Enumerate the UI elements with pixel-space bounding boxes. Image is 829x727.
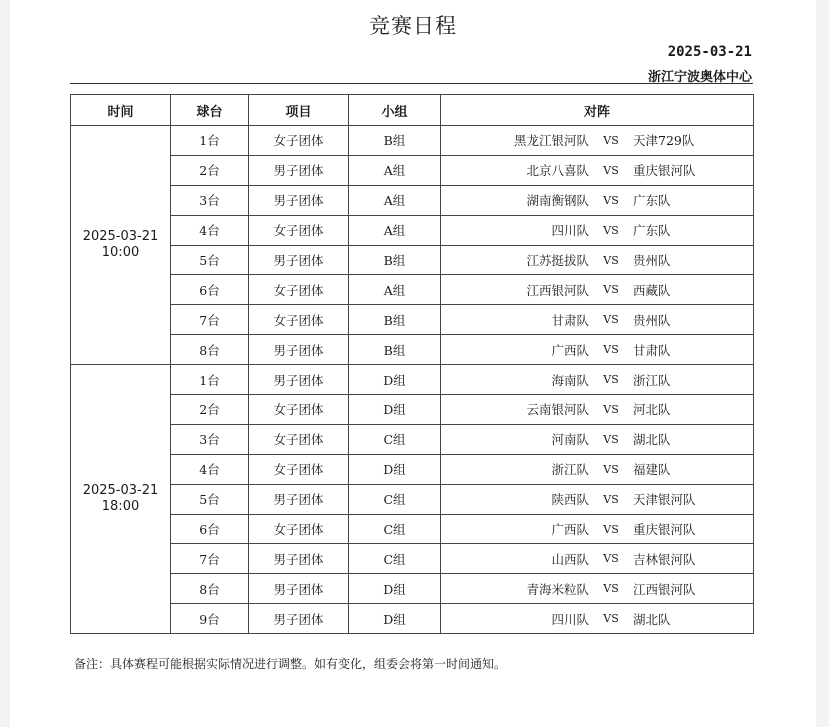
matchup bbox=[441, 455, 753, 484]
event-cell: 女子团体 bbox=[249, 275, 349, 305]
event-cell: 女子团体 bbox=[249, 395, 349, 425]
table-row bbox=[71, 424, 754, 454]
page-title: 竞赛日程 bbox=[369, 14, 457, 38]
away-team: 西藏队 bbox=[633, 282, 671, 298]
table-number-cell: 3台 bbox=[171, 424, 249, 454]
table-row bbox=[71, 454, 754, 484]
table-number-cell: 4台 bbox=[171, 454, 249, 484]
footnote: 备注：具体赛程可能根据实际情况进行调整。如有变化，组委会将第一时间通知。 bbox=[74, 657, 507, 671]
event-cell: 男子团体 bbox=[249, 544, 349, 574]
table-row bbox=[71, 126, 754, 156]
table-row bbox=[71, 155, 754, 185]
matchup bbox=[441, 275, 753, 304]
home-team: 河南队 bbox=[551, 432, 589, 448]
matchup bbox=[441, 216, 753, 245]
venue-name: 浙江宁波奥体中心 bbox=[647, 70, 752, 85]
matchup-cell bbox=[441, 484, 754, 514]
group-cell: A组 bbox=[349, 155, 441, 185]
matchup-cell bbox=[441, 514, 754, 544]
session-time-cell bbox=[71, 365, 171, 634]
event-cell: 男子团体 bbox=[249, 604, 349, 634]
matchup bbox=[441, 156, 753, 185]
event-cell: 女子团体 bbox=[249, 454, 349, 484]
versus-label: VS bbox=[603, 253, 619, 267]
event-cell: 男子团体 bbox=[249, 245, 349, 275]
table-row bbox=[71, 185, 754, 215]
matchup bbox=[441, 574, 753, 603]
away-team: 湖北队 bbox=[633, 432, 671, 448]
away-team: 广东队 bbox=[633, 193, 671, 209]
event-cell: 男子团体 bbox=[249, 484, 349, 514]
matchup-cell bbox=[441, 245, 754, 275]
group-cell: C组 bbox=[349, 424, 441, 454]
away-team: 贵州队 bbox=[633, 253, 671, 268]
schedule-body bbox=[71, 126, 754, 634]
matchup-cell bbox=[441, 454, 754, 484]
home-team: 陕西队 bbox=[551, 492, 589, 508]
home-team: 江西银河队 bbox=[526, 282, 589, 298]
home-team: 山西队 bbox=[551, 551, 589, 567]
table-row bbox=[71, 365, 754, 395]
table-row bbox=[71, 544, 754, 574]
table-number-cell: 6台 bbox=[171, 275, 249, 305]
schedule-date: 2025-03-21 bbox=[667, 44, 752, 60]
event-cell: 男子团体 bbox=[249, 185, 349, 215]
group-cell: D组 bbox=[349, 365, 441, 395]
matchup bbox=[441, 604, 753, 633]
header-table: 球台 bbox=[171, 95, 249, 126]
matchup-cell bbox=[441, 126, 754, 156]
session-time-cell bbox=[71, 126, 171, 365]
home-team: 江苏挺拔队 bbox=[526, 253, 589, 268]
table-row bbox=[71, 574, 754, 604]
versus-label: VS bbox=[603, 133, 619, 147]
away-team: 福建队 bbox=[633, 462, 671, 478]
session-time: 10:00 bbox=[101, 245, 140, 261]
versus-label: VS bbox=[603, 373, 619, 387]
matchup bbox=[441, 186, 753, 215]
group-cell: A组 bbox=[349, 215, 441, 245]
event-cell: 男子团体 bbox=[249, 155, 349, 185]
event-cell: 女子团体 bbox=[249, 126, 349, 156]
event-cell: 男子团体 bbox=[249, 335, 349, 365]
away-team: 天津729队 bbox=[633, 133, 695, 149]
table-row bbox=[71, 604, 754, 634]
table-number-cell: 5台 bbox=[171, 484, 249, 514]
away-team: 天津银河队 bbox=[633, 492, 696, 508]
group-cell: D组 bbox=[349, 604, 441, 634]
home-team: 黑龙江银河队 bbox=[513, 133, 589, 149]
table-row bbox=[71, 275, 754, 305]
event-cell: 女子团体 bbox=[249, 514, 349, 544]
home-team: 四川队 bbox=[551, 611, 589, 627]
matchup-cell bbox=[441, 185, 754, 215]
table-number-cell: 1台 bbox=[171, 365, 249, 395]
table-header-row bbox=[71, 95, 754, 126]
versus-label: VS bbox=[603, 402, 619, 416]
versus-label: VS bbox=[603, 582, 619, 596]
matchup bbox=[441, 305, 753, 334]
table-number-cell: 6台 bbox=[171, 514, 249, 544]
group-cell: B组 bbox=[349, 335, 441, 365]
home-team: 广西队 bbox=[551, 342, 589, 358]
table-number-cell: 8台 bbox=[171, 335, 249, 365]
matchup-cell bbox=[441, 275, 754, 305]
away-team: 重庆银河队 bbox=[633, 163, 696, 179]
away-team: 重庆银河队 bbox=[633, 522, 696, 538]
group-cell: B组 bbox=[349, 126, 441, 156]
away-team: 浙江队 bbox=[633, 372, 671, 388]
group-cell: B组 bbox=[349, 245, 441, 275]
table-row bbox=[71, 484, 754, 514]
table-row bbox=[71, 395, 754, 425]
matchup bbox=[441, 544, 753, 573]
matchup bbox=[441, 246, 753, 275]
matchup-cell bbox=[441, 544, 754, 574]
schedule-sheet bbox=[10, 0, 816, 727]
table-number-cell: 5台 bbox=[171, 245, 249, 275]
group-cell: C组 bbox=[349, 484, 441, 514]
versus-label: VS bbox=[603, 492, 619, 506]
versus-label: VS bbox=[603, 432, 619, 446]
table-row bbox=[71, 305, 754, 335]
header-time: 时间 bbox=[71, 95, 171, 126]
matchup bbox=[441, 395, 753, 424]
table-row bbox=[71, 335, 754, 365]
group-cell: C组 bbox=[349, 544, 441, 574]
table-number-cell: 2台 bbox=[171, 395, 249, 425]
header-matchup: 对阵 bbox=[441, 95, 754, 126]
away-team: 吉林银河队 bbox=[633, 551, 696, 567]
group-cell: A组 bbox=[349, 275, 441, 305]
away-team: 湖北队 bbox=[633, 611, 671, 627]
group-cell: D组 bbox=[349, 574, 441, 604]
group-cell: D组 bbox=[349, 454, 441, 484]
versus-label: VS bbox=[603, 612, 619, 626]
home-team: 海南队 bbox=[551, 372, 589, 388]
matchup bbox=[441, 485, 753, 514]
matchup-cell bbox=[441, 424, 754, 454]
table-number-cell: 2台 bbox=[171, 155, 249, 185]
header-divider bbox=[70, 83, 753, 84]
header-event: 项目 bbox=[249, 95, 349, 126]
matchup-cell bbox=[441, 305, 754, 335]
home-team: 湖南衡钢队 bbox=[526, 193, 589, 209]
session-date: 2025-03-21 bbox=[82, 483, 159, 499]
event-cell: 男子团体 bbox=[249, 365, 349, 395]
table-number-cell: 8台 bbox=[171, 574, 249, 604]
matchup-cell bbox=[441, 395, 754, 425]
matchup bbox=[441, 365, 753, 394]
session-time: 18:00 bbox=[101, 499, 140, 515]
home-team: 北京八喜队 bbox=[526, 163, 589, 179]
matchup-cell bbox=[441, 215, 754, 245]
matchup bbox=[441, 515, 753, 544]
group-cell: A组 bbox=[349, 185, 441, 215]
matchup bbox=[441, 335, 753, 364]
versus-label: VS bbox=[603, 193, 619, 207]
table-number-cell: 7台 bbox=[171, 305, 249, 335]
away-team: 甘肃队 bbox=[633, 342, 671, 358]
versus-label: VS bbox=[603, 313, 619, 327]
session-date: 2025-03-21 bbox=[82, 229, 159, 245]
away-team: 江西银河队 bbox=[633, 581, 696, 597]
away-team: 贵州队 bbox=[633, 312, 671, 328]
event-cell: 女子团体 bbox=[249, 424, 349, 454]
table-number-cell: 1台 bbox=[171, 126, 249, 156]
matchup-cell bbox=[441, 155, 754, 185]
versus-label: VS bbox=[603, 223, 619, 237]
versus-label: VS bbox=[603, 522, 619, 536]
home-team: 广西队 bbox=[551, 522, 589, 538]
away-team: 广东队 bbox=[633, 223, 671, 239]
versus-label: VS bbox=[603, 283, 619, 297]
event-cell: 女子团体 bbox=[249, 215, 349, 245]
event-cell: 女子团体 bbox=[249, 305, 349, 335]
home-team: 浙江队 bbox=[551, 462, 589, 478]
versus-label: VS bbox=[603, 552, 619, 566]
group-cell: D组 bbox=[349, 395, 441, 425]
matchup-cell bbox=[441, 365, 754, 395]
table-row bbox=[71, 215, 754, 245]
matchup-cell bbox=[441, 604, 754, 634]
matchup bbox=[441, 425, 753, 454]
table-number-cell: 4台 bbox=[171, 215, 249, 245]
matchup-cell bbox=[441, 335, 754, 365]
home-team: 甘肃队 bbox=[551, 312, 589, 328]
home-team: 云南银河队 bbox=[526, 402, 589, 418]
matchup bbox=[441, 126, 753, 155]
home-team: 四川队 bbox=[551, 223, 589, 239]
schedule-table bbox=[70, 94, 754, 634]
group-cell: B组 bbox=[349, 305, 441, 335]
table-row bbox=[71, 514, 754, 544]
table-row bbox=[71, 245, 754, 275]
table-number-cell: 9台 bbox=[171, 604, 249, 634]
away-team: 河北队 bbox=[633, 402, 671, 418]
table-number-cell: 3台 bbox=[171, 185, 249, 215]
versus-label: VS bbox=[603, 462, 619, 476]
event-cell: 男子团体 bbox=[249, 574, 349, 604]
home-team: 青海米粒队 bbox=[526, 581, 589, 597]
versus-label: VS bbox=[603, 343, 619, 357]
group-cell: C组 bbox=[349, 514, 441, 544]
table-number-cell: 7台 bbox=[171, 544, 249, 574]
header-group: 小组 bbox=[349, 95, 441, 126]
versus-label: VS bbox=[603, 163, 619, 177]
matchup-cell bbox=[441, 574, 754, 604]
